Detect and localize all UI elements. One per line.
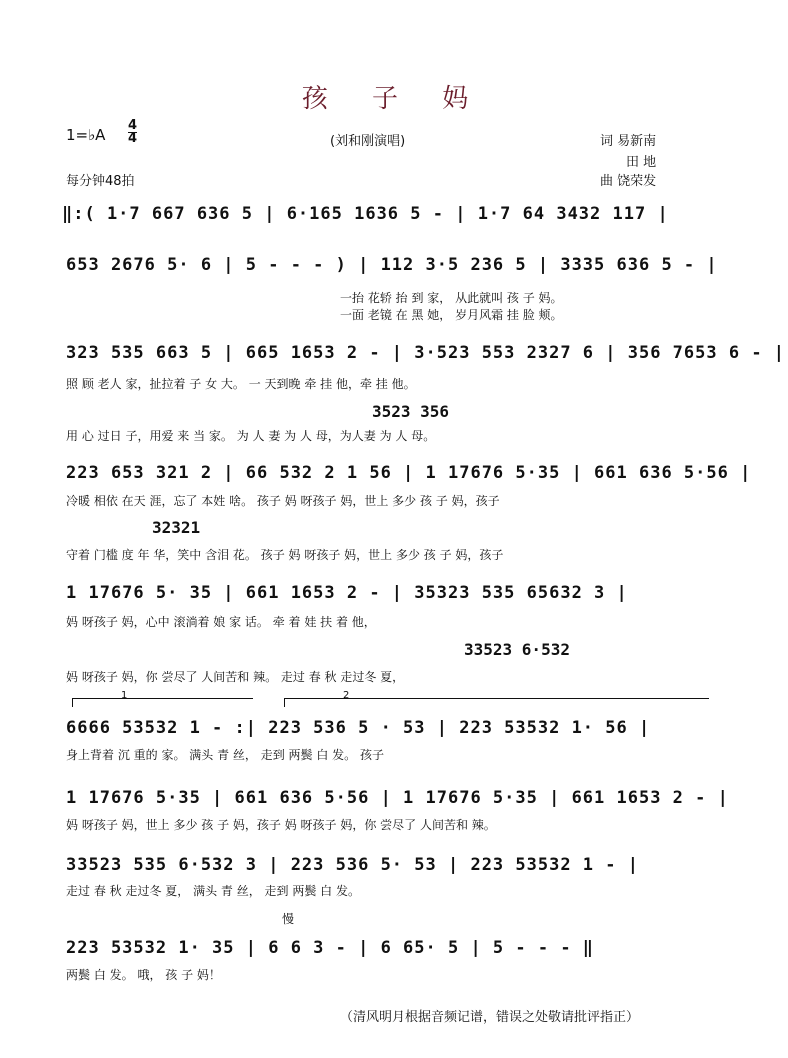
key-signature: 1=♭A: [66, 126, 106, 144]
score-row-7-lyrics: 妈 呀孩子 妈，世上 多少 孩 子 妈，孩子 妈 呀孩子 妈，你 尝尽了 人间苦和 辣。: [66, 818, 496, 832]
score-row-3b-alt-notes: 3523 356: [372, 402, 450, 421]
transcription-note: （清风明月根据音频记谱，错误之处敬请批评指正）: [340, 1010, 640, 1025]
composer-credit: 曲 饶荣发: [600, 174, 657, 189]
time-signature-denominator: 4: [128, 131, 138, 146]
first-ending-bracket: [72, 690, 253, 707]
score-row-5-lyrics: 妈 呀孩子 妈，心中 滚淌着 娘 家 话。 牵 着 娃 扶 着 他，: [66, 615, 376, 629]
score-row-9-lyrics: 两鬓 白 发。 哦， 孩 子 妈！: [66, 968, 221, 982]
score-row-7-notes: 1 17676 5·35 | 661 636 5·56 | 1 17676 5·35 | 661 1653 2 - |: [66, 788, 729, 808]
tempo-slow-mark: 慢: [282, 912, 295, 926]
score-row-3-notes: 323 535 663 5 | 665 1653 2 - | 3·523 553 2327 6 | 356 7653 6 - |: [66, 343, 786, 363]
score-row-9-notes: 223 53532 1· 35 | 6 6 3 - | 6 65· 5 | 5 - - - ‖: [66, 938, 595, 958]
lyricist-credit-2: 田 地: [626, 155, 657, 170]
song-title: 孩 子 妈: [301, 84, 487, 114]
second-ending-number: 2: [343, 690, 350, 701]
singer-credit: (刘和刚演唱): [330, 134, 406, 149]
score-row-6-lyrics: 身上背着 沉 重的 家。 满头 青 丝， 走到 两鬓 白 发。 孩子: [66, 748, 384, 762]
score-row-5b-alt-notes: 33523 6·532: [464, 640, 570, 659]
score-row-8-lyrics: 走过 春 秋 走过冬 夏， 满头 青 丝， 走到 两鬓 白 发。: [66, 884, 360, 898]
time-signature: [128, 120, 137, 145]
score-row-5-notes: 1 17676 5· 35 | 661 1653 2 - | 35323 535 65632 3 |: [66, 583, 628, 603]
first-ending-number: 1: [121, 690, 128, 701]
score-row-4-lyrics: 冷暖 相依 在天 涯，忘了 本姓 啥。 孩子 妈 呀孩子 妈，世上 多少 孩 子 妈，孩子: [66, 494, 500, 508]
score-row-4b-lyrics: 守着 门槛 度 年 华，笑中 含泪 花。 孩子 妈 呀孩子 妈，世上 多少 孩 子 妈，孩子: [66, 548, 504, 562]
tempo-marking: 每分钟48拍: [66, 174, 135, 189]
score-row-2-lyrics-verse1: 一抬 花轿 抬 到 家， 从此就叫 孩 子 妈。: [340, 291, 563, 305]
score-row-6-notes: 6666 53532 1 - :| 223 536 5 · 53 | 223 53532 1· 56 |: [66, 718, 651, 738]
score-row-2-lyrics-verse2: 一面 老镜 在 黑 她， 岁月风霜 挂 脸 颊。: [340, 308, 563, 322]
score-row-4b-alt-notes: 32321: [152, 518, 201, 537]
score-row-1-notes: ‖:( 1·7 667 636 5 | 6·165 1636 5 - | 1·7 64 3432 117 |: [62, 204, 669, 224]
lyricist-credit-1: 词 易新南: [600, 134, 657, 149]
second-ending-bracket: [284, 690, 709, 707]
score-row-3b-lyrics: 用 心 过日 子，用爱 来 当 家。 为 人 妻 为 人 母，为人妻 为 人 母。: [66, 429, 436, 443]
score-row-8-notes: 33523 535 6·532 3 | 223 536 5· 53 | 223 53532 1 - |: [66, 855, 639, 875]
time-signature-numerator: 4: [128, 118, 138, 133]
score-row-3-lyrics: 照 顾 老人 家，扯拉着 子 女 大。 一 天到晚 牵 挂 他，牵 挂 他。: [66, 377, 416, 391]
score-row-2-notes: 653 2676 5· 6 | 5 - - - ) | 112 3·5 236 5 | 3335 636 5 - |: [66, 255, 718, 275]
score-row-4-notes: 223 653 321 2 | 66 532 2 1 56 | 1 17676 5·35 | 661 636 5·56 |: [66, 463, 752, 483]
score-row-5b-lyrics: 妈 呀孩子 妈，你 尝尽了 人间苦和 辣。 走过 春 秋 走过冬 夏，: [66, 670, 405, 684]
